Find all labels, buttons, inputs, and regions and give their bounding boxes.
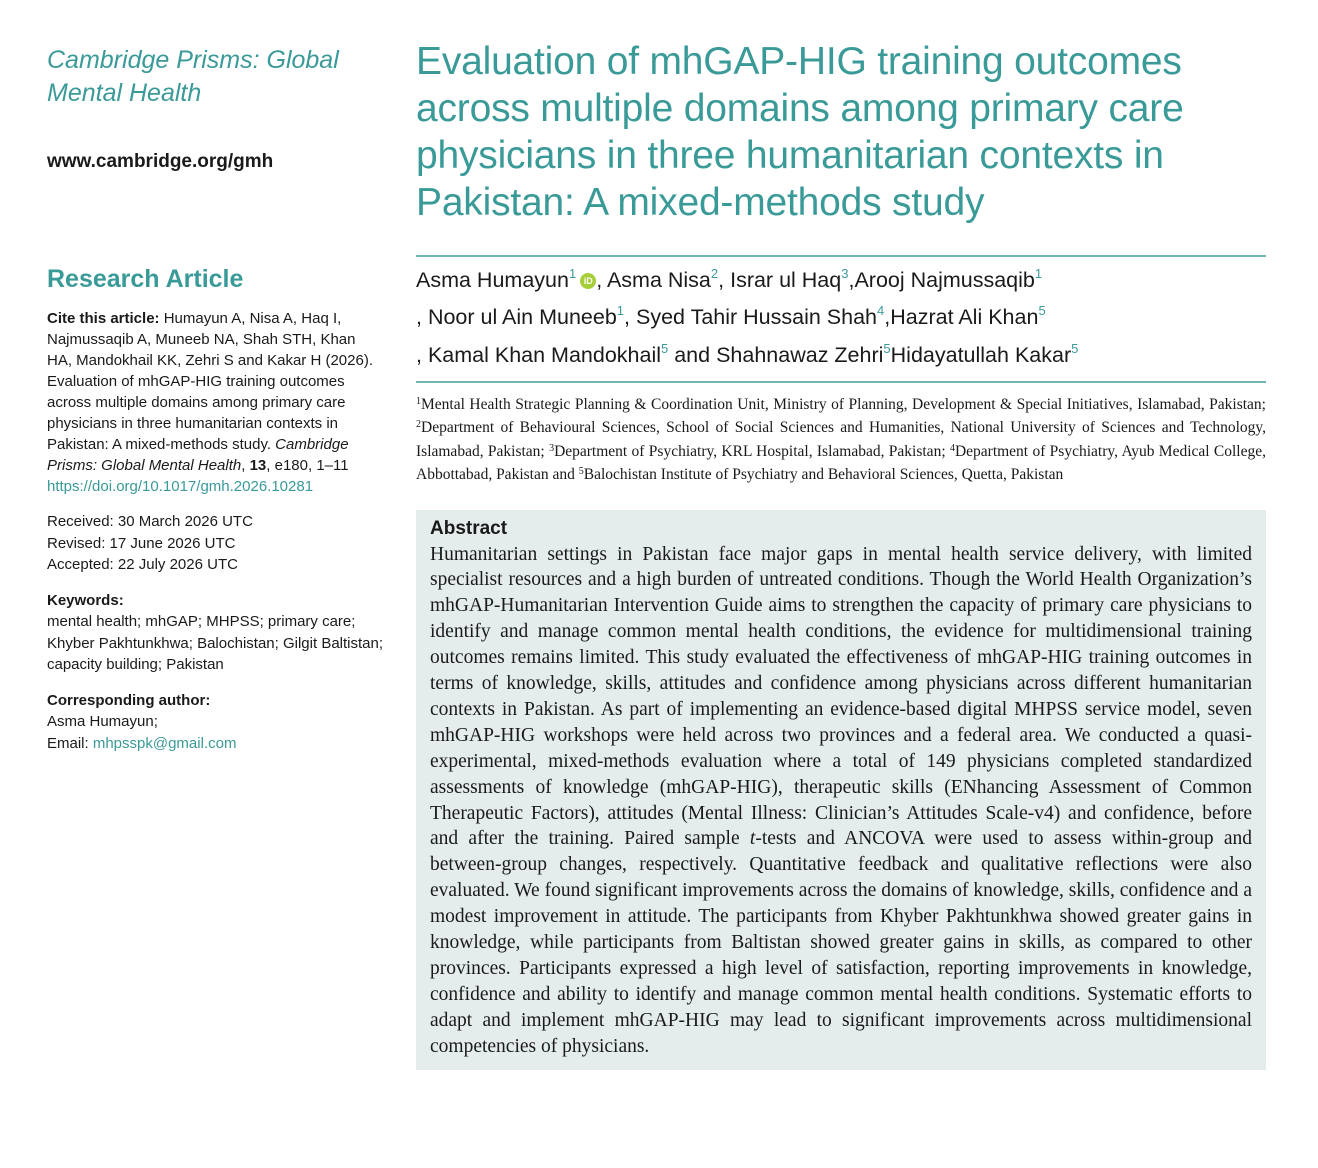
author-list [416, 262, 1266, 375]
affiliation-text: Department of Psychiatry, KRL Hospital, Islamabad, Pakistan; [554, 442, 950, 460]
affiliation-number: 4 [949, 442, 955, 454]
abstract-text: Humanitarian settings in Pakistan face major gaps in mental health service delivery, with limited specialist resources and a high burden of untreated conditions. Though the World Health Organization’s mhGAP-Humanitarian Intervention Guide aims to strengthen the capacity of primary care physicians to identify and manage common mental health conditions, the evidence for multidimensional training outcomes remains limited. This study evaluated the effectiveness of mhGAP-HIG training outcomes in terms of knowledge, skills, attitudes and confidence among physicians across different humanitarian contexts in Pakistan. As part of implementing an evidence-based digital MHPSS service model, seven mhGAP-HIG workshops were held across two provinces and a federal area. We conducted a quasi-experimental, mixed-methods evaluation where a total of 149 physicians completed standardized assessments of knowledge (mhGAP-HIG), therapeutic skills (ENhancing Assessment of Common Therapeutic Factors), attitudes (Mental Illness: Clinician’s Attitudes Scale-v4) and confidence, before and after the training. Paired sample t-tests and ANCOVA were used to assess within-group and between-group changes, respectively. Quantitative feedback and qualitative reflections were also evaluated. We found significant improvements across the domains of knowledge, skills, confidence and a modest improvement in attitude. The participants from Khyber Pakhtunkhwa showed greater gains in knowledge, while participants from Baltistan showed greater gains in skills, as compared to other provinces. Participants expressed a high level of satisfaction, reporting improvements in knowledge, confidence and ability to identify and manage common mental health conditions. Systematic efforts to adapt and implement mhGAP-HIG may lead to significant improvements across multidimensional competencies of physicians. [430, 543, 1252, 1057]
author-separator: , [718, 267, 731, 292]
accepted-date: Accepted: 22 July 2026 UTC [47, 556, 238, 573]
affiliations [416, 393, 1266, 487]
author-separator: , [416, 342, 428, 367]
author-separator: , [416, 305, 428, 329]
citation-label: Cite this article: [47, 310, 160, 327]
citation-text: Humayun A, Nisa A, Haq I, Najmussaqib A, Muneeb NA, Shah STH, Khan HA, Mandokhail KK, Zehri S and Kakar H (2026). Evaluation of mhGAP-HIG training outcomes across multiple domains among primary care physicians in three humanitarian contexts in Pakistan: A mixed-methods study. [47, 310, 373, 453]
author-affiliation-number[interactable]: 1 [616, 303, 625, 318]
affiliation-text: Department of Psychiatry, Ayub Medical College, Abbottabad, Pakistan and [416, 442, 1266, 483]
author-affiliation-number[interactable]: 5 [1071, 340, 1079, 356]
author-separator: , [596, 267, 607, 292]
author-name[interactable]: Hidayatullah Kakar [890, 342, 1072, 367]
doi-link[interactable]: https://doi.org/10.1017/gmh.2026.10281 [47, 478, 314, 495]
author-separator: and [668, 342, 717, 367]
affiliation-text: Mental Health Strategic Planning & Coordination Unit, Ministry of Planning, Development & Special Initiatives, Islamabad, Pakistan; [421, 395, 1266, 413]
author-name[interactable]: Israr ul Haq [730, 267, 842, 292]
citation-journal: Cambridge Prisms: Global Mental Health [47, 436, 349, 474]
keywords-label: Keywords: [47, 591, 124, 609]
citation-pages: , e180, 1–11 [266, 457, 349, 474]
author-affiliation-number[interactable]: 1 [568, 265, 577, 281]
keywords [47, 590, 387, 676]
corresponding-email: Email: mhpsspk@gmail.com [47, 734, 237, 752]
sidebar [47, 44, 387, 754]
author-name[interactable]: Noor ul Ain Muneeb [427, 305, 617, 329]
author-affiliation-number[interactable]: 3 [841, 265, 849, 281]
affiliation-number: 1 [416, 395, 421, 407]
orcid-icon[interactable]: iD [580, 273, 596, 289]
author-affiliation-number[interactable]: 4 [877, 303, 885, 318]
author-affiliation-number[interactable]: 5 [661, 340, 669, 356]
author-name[interactable]: Kamal Khan Mandokhail [427, 342, 662, 367]
journal-url[interactable]: www.cambridge.org/gmh [47, 151, 274, 172]
corresponding-author [47, 690, 387, 755]
divider [416, 255, 1266, 257]
affiliation-number: 2 [416, 419, 421, 430]
keywords-text: mental health; mhGAP; MHPSS; primary care; Khyber Pakhtunkhwa; Balochistan; Gilgit Baltistan; capacity building; Pakistan [47, 613, 384, 673]
corresponding-name: Asma Humayun; [47, 713, 158, 730]
email-link[interactable]: mhpsspk@gmail.com [92, 734, 237, 752]
abstract-heading: Abstract [430, 517, 508, 539]
affiliation-number: 3 [549, 442, 555, 454]
author-name[interactable]: Syed Tahir Hussain Shah [635, 305, 878, 329]
author-affiliation-number[interactable]: 5 [883, 340, 891, 356]
author-affiliation-number[interactable]: 1 [1034, 265, 1043, 281]
revised-date: Revised: 17 June 2026 UTC [47, 534, 236, 552]
author-affiliation-number[interactable]: 2 [710, 265, 719, 281]
author-name[interactable]: Asma Humayun [416, 267, 569, 292]
author-name[interactable]: Shahnawaz Zehri [716, 342, 884, 367]
author-separator: , [624, 305, 636, 329]
citation-volume: 13 [249, 457, 267, 474]
affiliation-text: Department of Behavioural Sciences, School of Social Sciences and Humanities, National University of Sciences and Technology, Islamabad, Pakistan; [416, 419, 1266, 460]
dates [47, 511, 387, 576]
article-title: Evaluation of mhGAP-HIG training outcomes across multiple domains among primary care physicians in three humanitarian contexts in Pakistan: A mixed-methods study [416, 40, 1184, 224]
author-separator: , [848, 267, 855, 292]
article-type: Research Article [47, 265, 244, 293]
affiliation-number: 5 [578, 466, 584, 477]
journal-name: Cambridge Prisms: Global Mental Health [47, 46, 339, 107]
citation: Cite this article: Humayun A, Nisa A, Haq I, Najmussaqib A, Muneeb NA, Shah STH, Khan HA, Mandokhail KK, Zehri S and Kakar H (2026). Evaluation of mhGAP-HIG training outcomes across multiple domains among primary care physicians in three humanitarian contexts in Pakistan: A mixed-methods study. Cambridge Prisms: Global Mental Health, 13, e180, 1–11 https://doi.org/10.1017/gmh.2026.10281 [47, 310, 373, 495]
corresponding-label: Corresponding author: [47, 691, 211, 709]
main-column [416, 38, 1266, 1070]
author-separator: , [884, 305, 891, 329]
author-affiliation-number[interactable]: 5 [1038, 303, 1046, 318]
author-name[interactable]: Hazrat Ali Khan [890, 305, 1039, 329]
affiliation-text: Balochistan Institute of Psychiatry and Behavioral Sciences, Quetta, Pakistan [583, 466, 1064, 483]
author-name[interactable]: Asma Nisa [606, 267, 711, 292]
abstract-box [416, 510, 1266, 1070]
author-name[interactable]: Arooj Najmussaqib [854, 267, 1035, 292]
received-date: Received: 30 March 2026 UTC [47, 513, 253, 530]
divider [416, 381, 1266, 383]
